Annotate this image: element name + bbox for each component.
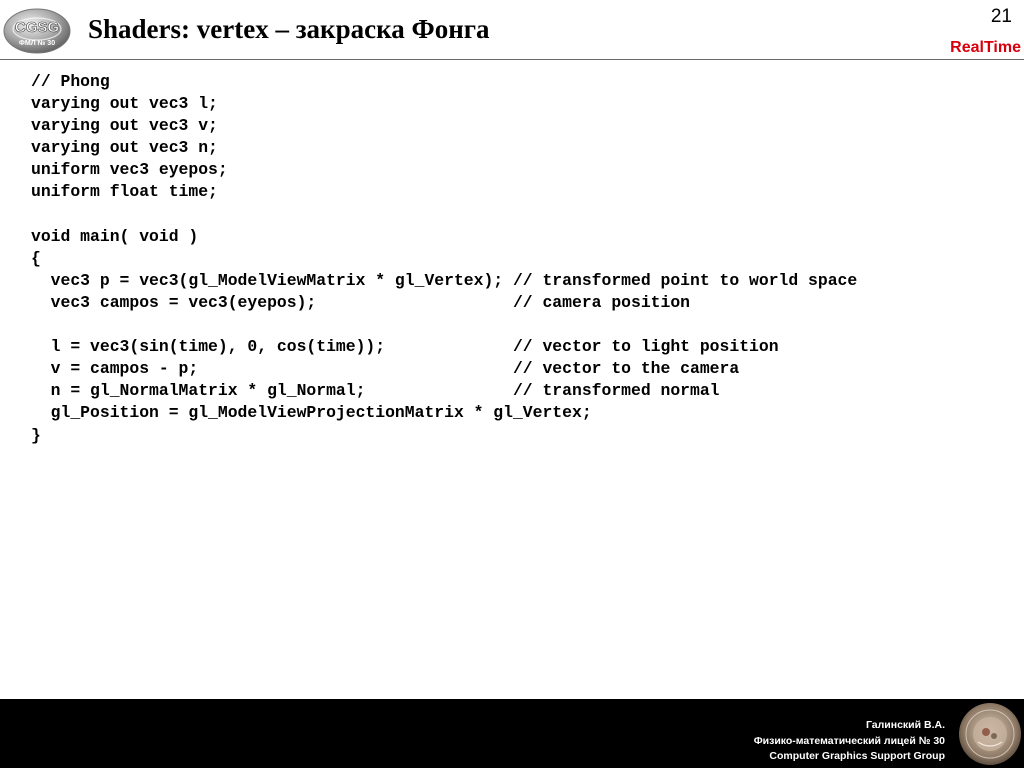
code-line: [31, 204, 857, 226]
header-divider: [0, 59, 1024, 60]
code-line: varying out vec3 l;: [31, 94, 218, 114]
brand-label: RealTime: [950, 39, 1021, 56]
logo-text: CGSG: [14, 19, 60, 36]
code-block: [31, 71, 857, 447]
code-line: varying out vec3 v;: [31, 116, 218, 136]
code-line: {: [31, 248, 41, 268]
page-number: 21: [990, 6, 1012, 27]
code-line: varying out vec3 n;: [31, 138, 218, 158]
code-line: v = campos - p; // vector to the camera: [31, 359, 740, 379]
code-line: l = vec3(sin(time), 0, cos(time)); // vector to light position: [31, 337, 779, 357]
code-line: gl_Position = gl_ModelViewProjectionMatrix * gl_Vertex;: [31, 403, 592, 423]
code-line: void main( void ): [31, 226, 199, 246]
code-line: n = gl_NormalMatrix * gl_Normal; // transformed normal: [31, 381, 720, 401]
slide-header: [0, 0, 1024, 60]
slide-title: Shaders: vertex – закраска Фонга: [88, 14, 490, 44]
code-line: uniform vec3 eyepos;: [31, 160, 228, 180]
slide-footer: [0, 699, 1024, 768]
logo-subtext: ФМЛ № 30: [18, 40, 56, 47]
code-line: vec3 campos = vec3(eyepos); // camera position: [31, 292, 691, 312]
code-line: uniform float time;: [31, 182, 218, 202]
code-line: [31, 314, 857, 336]
school-seal-icon: [958, 702, 1022, 766]
code-line: }: [31, 425, 41, 445]
footer-author: Галинский В.А.: [865, 719, 945, 731]
code-line: vec3 p = vec3(gl_ModelViewMatrix * gl_Vertex); // transformed point to world space: [31, 270, 858, 290]
footer-group: Computer Graphics Support Group: [769, 750, 945, 762]
footer-credits: [754, 718, 945, 765]
code-line: // Phong: [31, 72, 110, 91]
footer-school: Физико-математический лицей № 30: [753, 734, 945, 747]
cgsg-logo-icon: [2, 5, 72, 55]
